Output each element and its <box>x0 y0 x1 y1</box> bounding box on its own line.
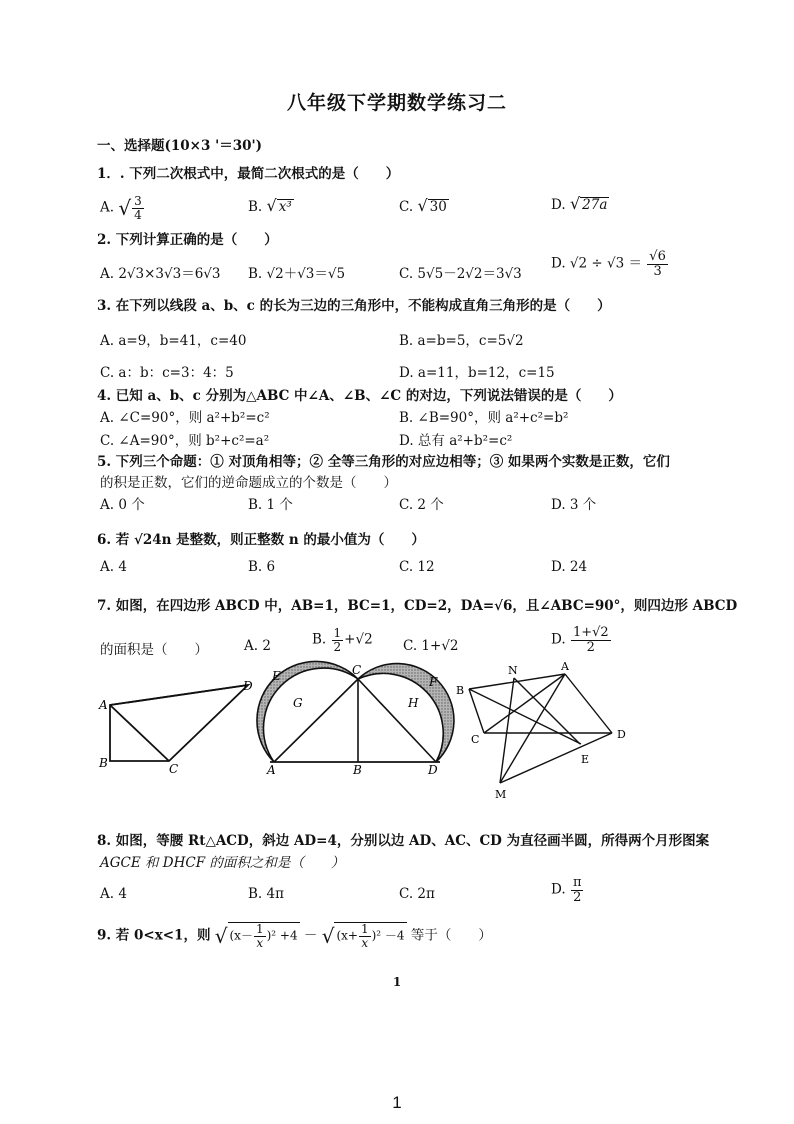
fig2-label-a: A <box>267 763 276 777</box>
segment-ad <box>565 674 612 733</box>
q9-frac2-num: 1 <box>360 922 369 936</box>
fig2-label-b: B <box>353 763 362 777</box>
q8-d-num: π <box>572 875 582 890</box>
q9-term1-head: (x－ <box>229 928 253 943</box>
page-number: 1 <box>392 1093 402 1112</box>
segment-ca <box>484 674 565 733</box>
q2-d-label: D. √2 ÷ √3 ＝ <box>551 255 642 272</box>
figure-quadrilateral <box>110 685 248 761</box>
q6-option-c: C. 12 <box>399 559 435 575</box>
q6-option-d: D. 24 <box>551 559 588 575</box>
q9-frac2-den: x <box>361 935 369 950</box>
q7-b-fraction <box>332 627 344 653</box>
fig3-label-n: N <box>508 664 518 677</box>
side-ad <box>110 685 248 705</box>
segment-md <box>500 733 612 783</box>
q8-option-d <box>551 876 584 904</box>
geometry-figures <box>90 660 730 805</box>
q1-option-a <box>100 195 145 221</box>
q7-b-num: 1 <box>333 626 342 640</box>
q7-b-den: 2 <box>333 639 342 654</box>
q1-option-b <box>248 196 294 215</box>
radical-icon: √ <box>321 924 335 949</box>
fig1-label-a: A <box>99 698 108 712</box>
q1-c-label: C. <box>399 199 414 215</box>
fig3-label-m: M <box>495 788 507 801</box>
q2-stem: 2. 下列计算正确的是（ ） <box>97 232 278 248</box>
q8-d-fraction <box>571 876 584 904</box>
q2-d-num: √6 <box>649 249 666 264</box>
segment-ma <box>500 674 565 783</box>
radical-icon: √ <box>569 194 581 213</box>
figure-star <box>469 674 612 783</box>
q9-stem <box>97 922 492 949</box>
q9-term1-tail: )² +4 <box>266 928 298 943</box>
q7-d-den: 2 <box>586 639 595 655</box>
q4-option-b: B. ∠B=90°，则 a²+c²=b² <box>399 410 569 426</box>
fig1-label-b: B <box>99 756 108 770</box>
q1-a-num: 3 <box>134 194 142 208</box>
q1-b-radicand: x³ <box>278 199 292 215</box>
q9-term2-tail: )² －4 <box>371 928 405 943</box>
q7-stem-cont: 的面积是（ ） <box>100 642 208 658</box>
quadrilateral-outline <box>110 685 248 761</box>
page-number-small: 1 <box>392 975 402 989</box>
fig1-label-d: D <box>243 679 253 693</box>
q1-b-label: B. <box>248 199 263 215</box>
q5-stem-cont: 的积是正数，它们的逆命题成立的个数是（ ） <box>100 475 397 491</box>
q3-option-b: B. a=b=5，c=5√2 <box>399 333 524 349</box>
radical-icon: √ <box>266 196 277 215</box>
q1-c-radicand: 30 <box>429 199 447 215</box>
q8-option-a: A. 4 <box>100 886 127 902</box>
radical-icon: √ <box>417 196 428 215</box>
fig2-label-d: D <box>428 763 438 777</box>
page-title: 八年级下学期数学练习二 <box>286 92 507 114</box>
fig1-label-c: C <box>169 762 179 776</box>
q5-option-d: D. 3 个 <box>551 497 597 513</box>
diagonal-ac <box>110 705 169 761</box>
fig2-label-f: F <box>429 675 438 689</box>
q3-option-c: C. a：b：c=3：4：5 <box>100 365 234 381</box>
fig2-label-e: E <box>272 669 281 683</box>
segment-ac <box>274 679 358 762</box>
q2-d-den: 3 <box>653 263 662 279</box>
section-heading: 一、选择题(10×3 '＝30') <box>97 138 263 154</box>
fig2-label-g: G <box>293 696 303 710</box>
q1-option-c <box>399 196 449 215</box>
fig3-label-b: B <box>456 684 465 697</box>
q2-option-a: A. 2√3×3√3＝6√3 <box>100 266 221 282</box>
q2-d-fraction <box>647 250 668 278</box>
q7-d-fraction <box>571 626 611 654</box>
segment-cd <box>358 679 436 762</box>
q9-frac-1 <box>254 923 266 949</box>
fig3-label-d: D <box>617 728 626 741</box>
q9-term2-head: (x+ <box>336 928 358 943</box>
q7-option-d <box>551 626 612 654</box>
q8-d-den: 2 <box>573 889 582 905</box>
q9-frac1-den: x <box>256 935 264 950</box>
radical-icon: √ <box>214 924 228 949</box>
q2-option-b: B. √2＋√3＝√5 <box>248 266 346 282</box>
q4-option-c: C. ∠A=90°，则 b²+c²=a² <box>100 433 270 449</box>
q4-option-a: A. ∠C=90°，则 a²+b²=c² <box>100 410 270 426</box>
q7-d-label: D. <box>551 631 566 648</box>
q5-option-c: C. 2 个 <box>399 497 444 513</box>
q2-option-c: C. 5√5－2√2＝3√3 <box>399 266 522 282</box>
fig2-label-h: H <box>408 696 419 710</box>
segment-be <box>469 689 581 744</box>
q3-option-a: A. a=9，b=41，c=40 <box>100 333 247 349</box>
q3-option-d: D. a=11，b=12，c=15 <box>399 365 555 381</box>
q1-option-d <box>551 194 609 213</box>
q6-stem: 6. 若 √24n 是整数，则正整数 n 的最小值为（ ） <box>97 532 425 548</box>
q3-stem: 3. 在下列以线段 a、b、c 的长为三边的三角形中，不能构成直角三角形的是（ ） <box>97 298 611 314</box>
q9-frac1-num: 1 <box>255 922 264 936</box>
lune-dhcf <box>358 664 454 762</box>
q1-d-radicand: 27a <box>582 197 608 213</box>
q7-option-a: A. 2 <box>244 638 271 654</box>
q1-a-label: A. <box>100 199 115 216</box>
q5-option-a: A. 0 个 <box>100 497 145 513</box>
fig3-label-e: E <box>581 753 590 766</box>
q1-a-den: 4 <box>134 207 142 222</box>
segment-nm <box>500 678 514 783</box>
q9-minus: － <box>303 927 318 944</box>
q9-tail: 等于（ ） <box>410 927 492 944</box>
fig3-label-a: A <box>561 660 569 673</box>
q1-a-fraction <box>132 195 144 221</box>
q8-d-label: D. <box>551 881 566 898</box>
q8-option-c: C. 2π <box>399 886 435 902</box>
q7-b-label: B. <box>312 631 327 648</box>
radical-icon: √ <box>118 196 132 221</box>
q4-stem: 4. 已知 a、b、c 分别为△ABC 中∠A、∠B、∠C 的对边，下列说法错误的是（ ） <box>97 388 622 404</box>
q5-stem: 5. 下列三个命题：① 对顶角相等；② 全等三角形的对应边相等；③ 如果两个实数是正数，它们 <box>97 454 670 470</box>
q8-option-b: B. 4π <box>248 886 284 902</box>
q8-stem: 8. 如图，等腰 Rt△ACD，斜边 AD=4，分别以边 AD、AC、CD 为直径画半圆，所得两个月形图案 <box>97 833 710 849</box>
q9-radicand-1 <box>228 922 300 949</box>
q7-b-tail: +√2 <box>344 631 373 648</box>
q9-radicand-2 <box>334 922 406 949</box>
q9-frac-2 <box>359 923 371 949</box>
q7-d-num: 1+√2 <box>572 625 609 640</box>
q4-option-d: D. 总有 a²+b²=c² <box>399 433 513 449</box>
q6-option-a: A. 4 <box>100 559 127 575</box>
q2-option-d <box>551 250 669 278</box>
q1-d-label: D. <box>551 197 566 213</box>
q7-option-c: C. 1+√2 <box>403 638 459 654</box>
q5-option-b: B. 1 个 <box>248 497 293 513</box>
q8-stem-cont: AGCE 和 DHCF 的面积之和是（ ） <box>100 855 345 871</box>
fig3-label-c: C <box>471 733 480 746</box>
q7-option-b <box>312 627 373 653</box>
q7-stem: 7. 如图，在四边形 ABCD 中，AB=1，BC=1，CD=2，DA=√6，且∠ABC=90°，则四边形 ABCD <box>97 598 738 614</box>
q1-stem: 1．. 下列二次根式中，最简二次根式的是（ ） <box>97 166 400 182</box>
q9-lead: 9. 若 0<x<1，则 <box>97 927 211 944</box>
fig2-label-c: C <box>352 663 362 677</box>
q6-option-b: B. 6 <box>248 559 276 575</box>
